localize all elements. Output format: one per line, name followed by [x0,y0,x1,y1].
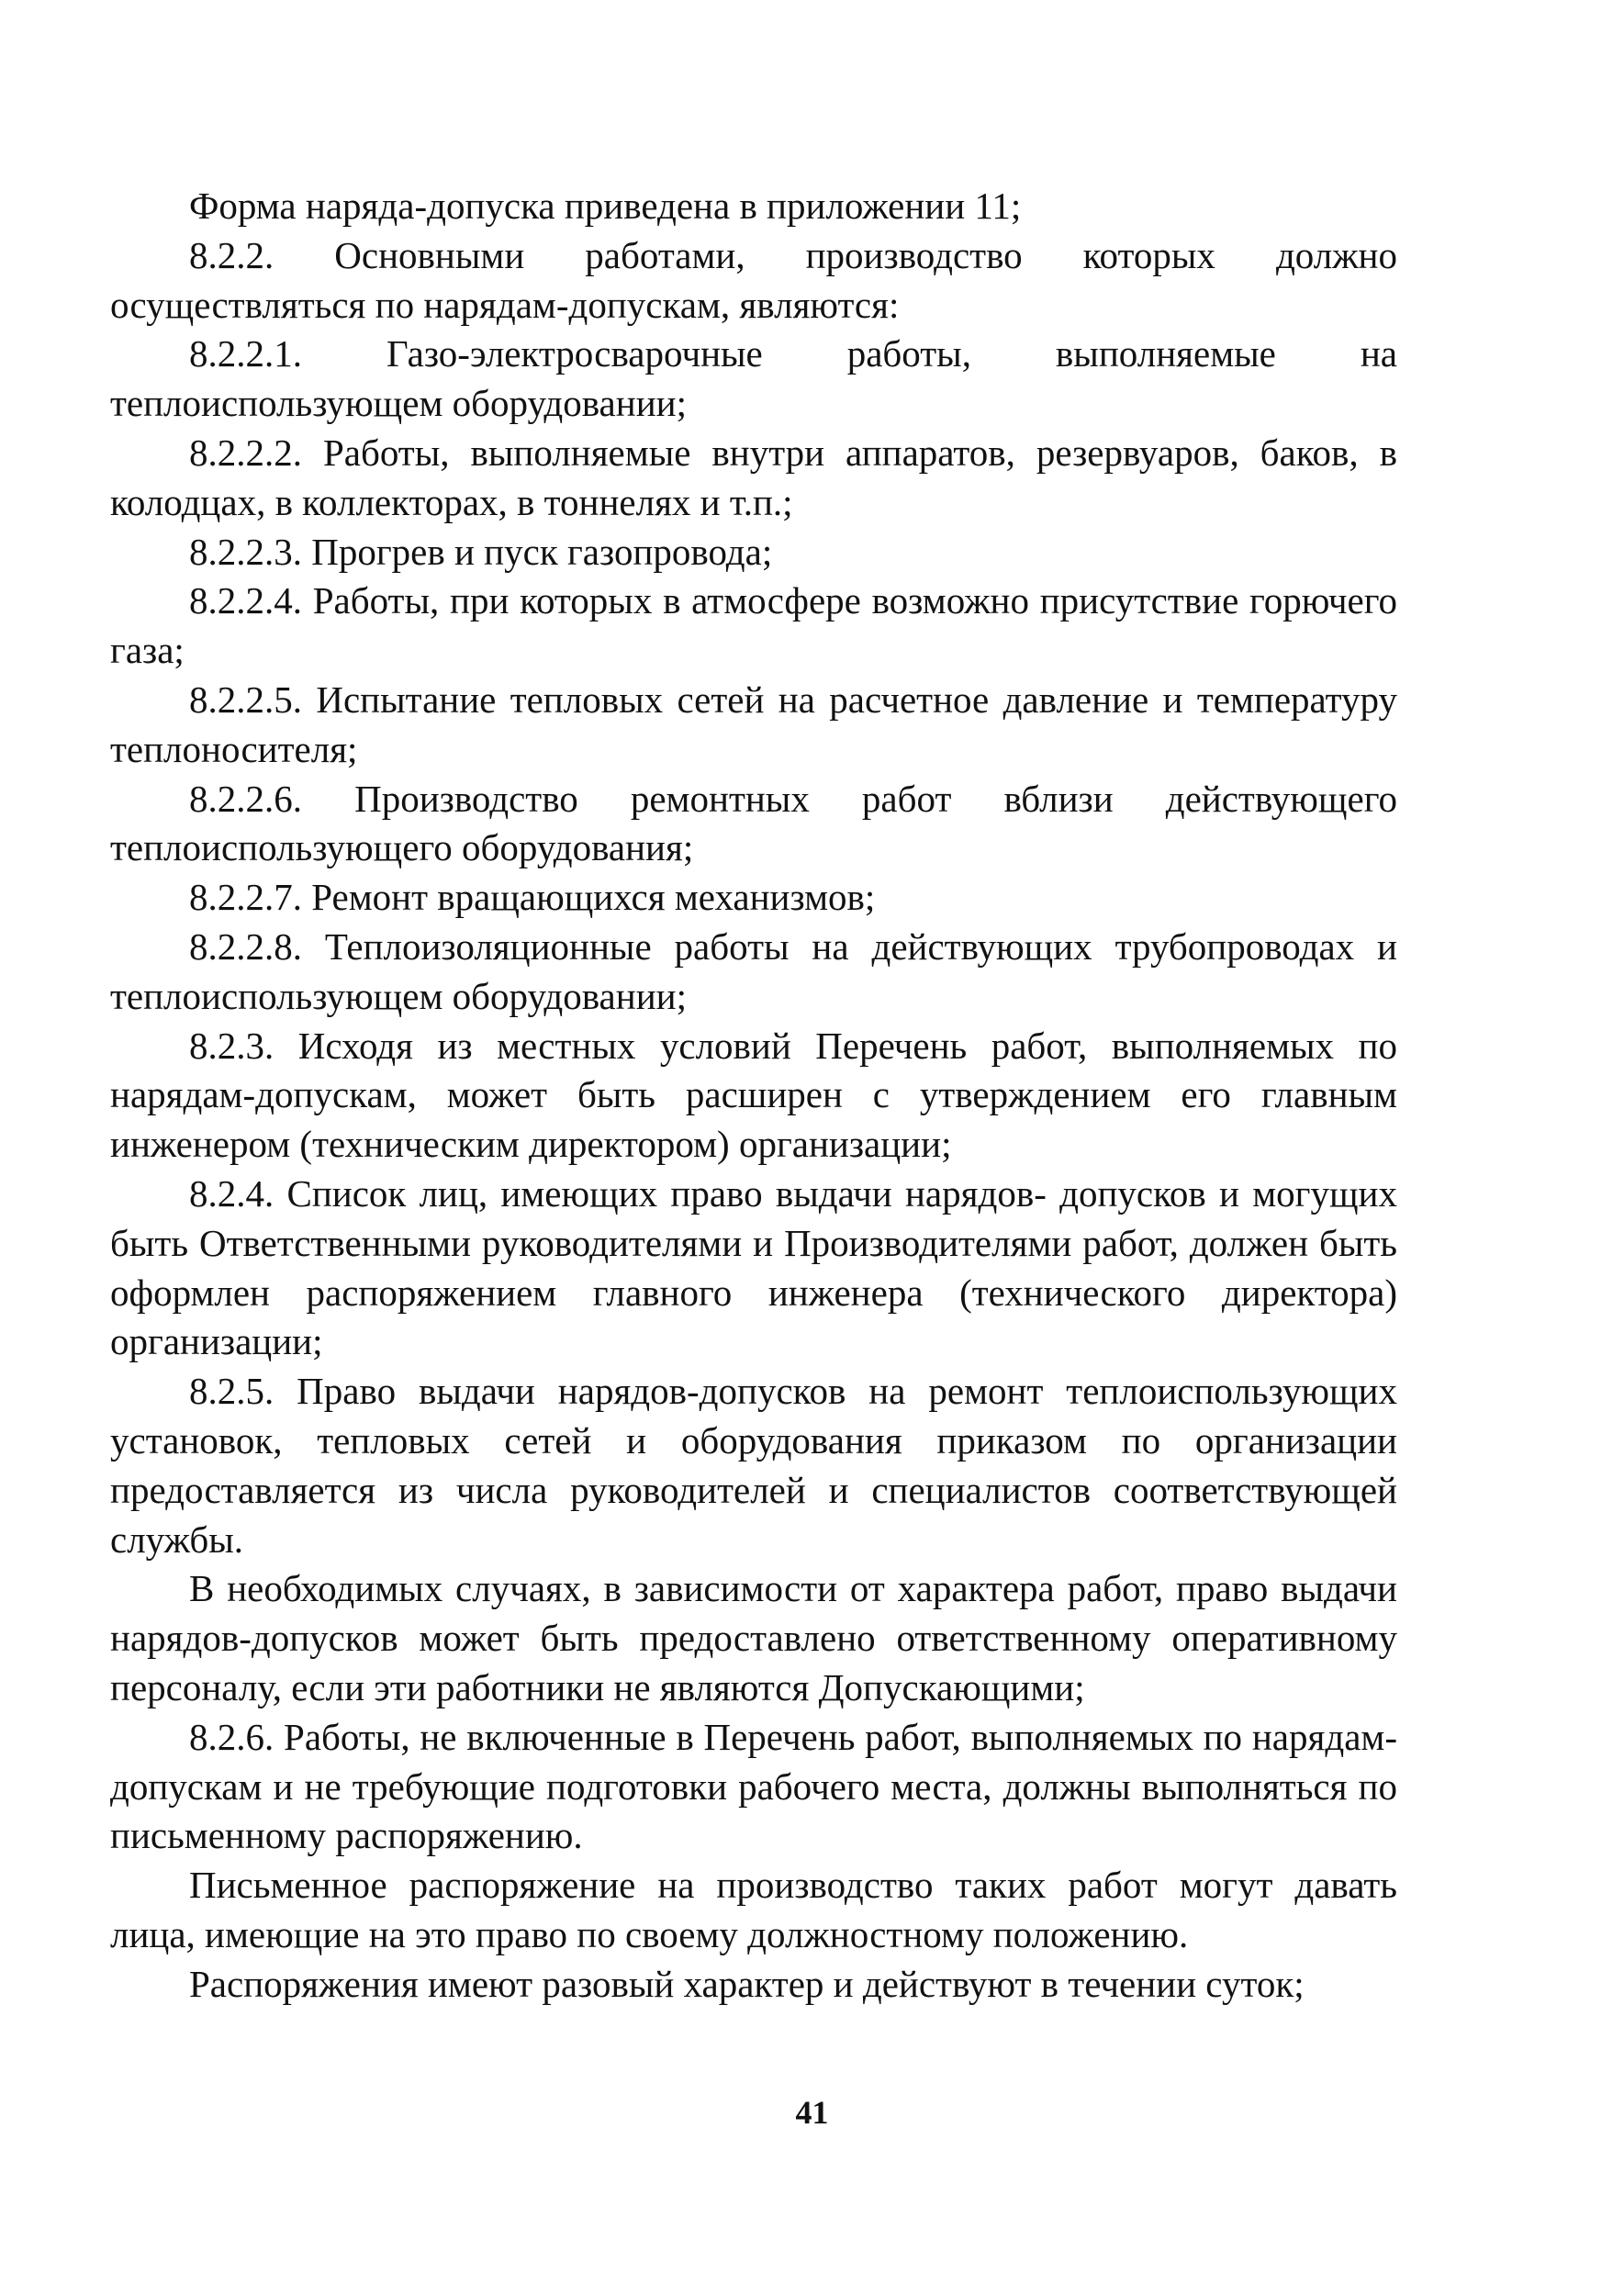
paragraph: 8.2.2.8. Теплоизоляционные работы на действующих трубопроводах и теплоиспользующем оборудовании; [110,924,1397,1017]
body-text [110,182,1397,2009]
paragraph: 8.2.3. Исходя из местных условий Перечень работ, выполняемых по нарядам-допускам, может быть расширен с утверждением его главным инженером (техническим директором) организации; [110,1024,1397,1166]
paragraph: Распоряжения имеют разовый характер и действуют в течении суток; [189,1962,1305,2005]
paragraph: Письменное распоряжение на производство таких работ могут давать лица, имеющие на это право по своему должностному положению. [110,1864,1397,1955]
paragraph: 8.2.2.5. Испытание тепловых сетей на расчетное давление и температуру теплоносителя; [110,678,1397,770]
paragraph: 8.2.2.1. Газо-электросварочные работы, выполняемые на теплоиспользующем оборудовании; [110,332,1397,425]
paragraph: 8.2.2.2. Работы, выполняемые внутри аппаратов, резервуаров, баков, в колодцах, в коллекторах, в тоннелях и т.п.; [110,431,1397,523]
paragraph: 8.2.4. Список лиц, имеющих право выдачи нарядов- допусков и могущих быть Ответственными руководителями и Производителями работ, должен быть оформлен распоряжением главного инженера (технического директора) организации; [110,1171,1397,1363]
paragraph: 8.2.5. Право выдачи нарядов-допусков на ремонт теплоиспользующих установок, тепловых сетей и оборудования приказом по организации предоставляется из числа руководителей и специалистов соответствующей службы. [110,1370,1397,1561]
paragraph: Форма наряда-допуска приведена в приложении 11; [189,185,1022,227]
paragraph: 8.2.2. Основными работами, производство которых должно осуществляться по нарядам-допускам, являются: [110,233,1397,326]
paragraph: 8.2.6. Работы, не включенные в Перечень работ, выполняемых по нарядам-допускам и не требующие подготовки рабочего места, должны выполняться по письменному распоряжению. [110,1715,1397,1857]
paragraph: 8.2.2.3. Прогрев и пуск газопровода; [189,530,773,573]
paragraph: 8.2.2.7. Ремонт вращающихся механизмов; [189,876,876,919]
page-number: 41 [795,2094,829,2131]
paragraph: 8.2.2.4. Работы, при которых в атмосфере возможно присутствие горючего газа; [110,579,1397,672]
paragraph: 8.2.2.6. Производство ремонтных работ вблизи действующего теплоиспользующего оборудования; [110,777,1397,869]
paragraph: В необходимых случаях, в зависимости от характера работ, право выдачи нарядов-допусков может быть предоставлено ответственному оперативному персоналу, если эти работники не являются Допускающими; [110,1567,1397,1708]
